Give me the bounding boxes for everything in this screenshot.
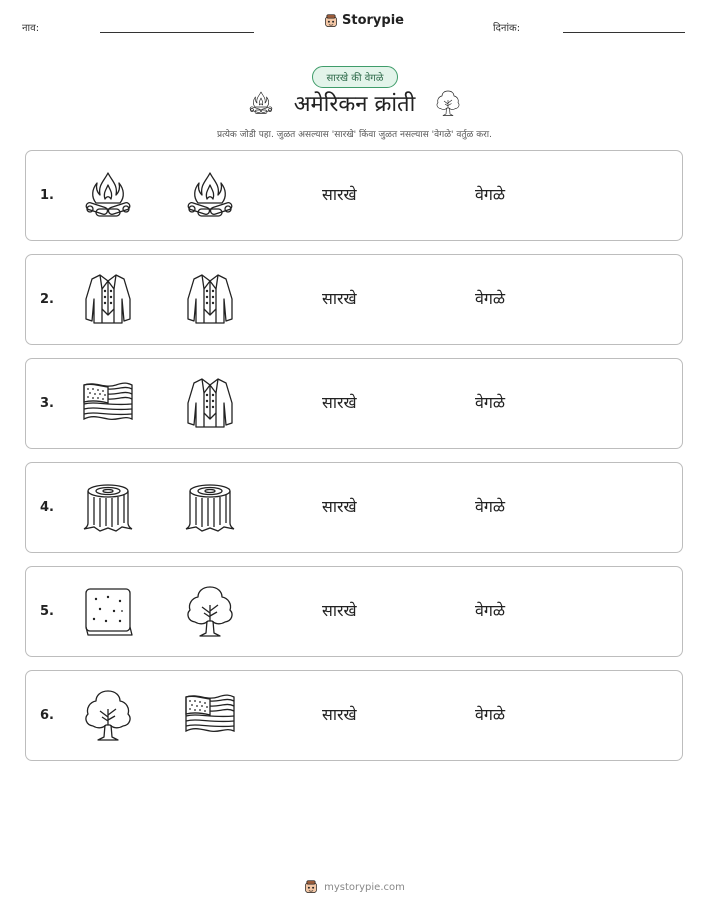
tree-stump-icon [180, 477, 240, 537]
campfire-icon [78, 165, 138, 225]
question-number: 6. [40, 708, 54, 723]
different-option[interactable]: वेगळे [475, 393, 506, 412]
name-label: नाव: [22, 23, 40, 34]
american-flag-icon [180, 685, 240, 745]
name-line[interactable] [100, 32, 254, 33]
question-number: 2. [40, 292, 54, 307]
question-number: 5. [40, 604, 54, 619]
instructions: प्रत्येक जोडी पहा. जुळत असल्यास 'सारखे' किंवा जुळत नसल्यास 'वेगळे' वर्तुळ करा. [216, 130, 492, 140]
date-label: दिनांक: [493, 23, 521, 34]
different-option[interactable]: वेगळे [475, 705, 506, 724]
tree-icon [180, 581, 240, 641]
question-number: 1. [40, 188, 54, 203]
same-option[interactable]: सारखे [322, 289, 357, 308]
tree-icon [433, 88, 463, 118]
footer-url[interactable]: mystorypie.com [324, 881, 405, 893]
question-card [25, 150, 683, 241]
question-card [25, 254, 683, 345]
question-card [25, 566, 683, 657]
worksheet-type-badge: सारखे की वेगळे [312, 66, 398, 88]
cracker-icon [78, 581, 138, 641]
different-option[interactable]: वेगळे [475, 185, 506, 204]
tree-stump-icon [78, 477, 138, 537]
brand-name: Storypie [342, 13, 404, 28]
same-option[interactable]: सारखे [322, 185, 357, 204]
same-option[interactable]: सारखे [322, 497, 357, 516]
footer [0, 880, 709, 894]
same-option[interactable]: सारखे [322, 705, 357, 724]
question-number: 3. [40, 396, 54, 411]
title-row [0, 88, 709, 118]
colonial-coat-icon [180, 373, 240, 433]
question-card [25, 358, 683, 449]
colonial-coat-icon [78, 269, 138, 329]
same-option[interactable]: सारखे [322, 601, 357, 620]
storypie-mascot-icon [324, 14, 338, 28]
brand-logo [324, 13, 404, 28]
question-card [25, 462, 683, 553]
campfire-icon [180, 165, 240, 225]
storypie-mascot-icon [304, 880, 318, 894]
question-number: 4. [40, 500, 54, 515]
tree-icon [78, 685, 138, 745]
date-line[interactable] [563, 32, 685, 33]
same-option[interactable]: सारखे [322, 393, 357, 412]
page-title: अमेरिकन क्रांती [293, 92, 416, 117]
campfire-icon [246, 88, 276, 118]
different-option[interactable]: वेगळे [475, 289, 506, 308]
different-option[interactable]: वेगळे [475, 497, 506, 516]
colonial-coat-icon [180, 269, 240, 329]
different-option[interactable]: वेगळे [475, 601, 506, 620]
question-card [25, 670, 683, 761]
american-flag-icon [78, 373, 138, 433]
